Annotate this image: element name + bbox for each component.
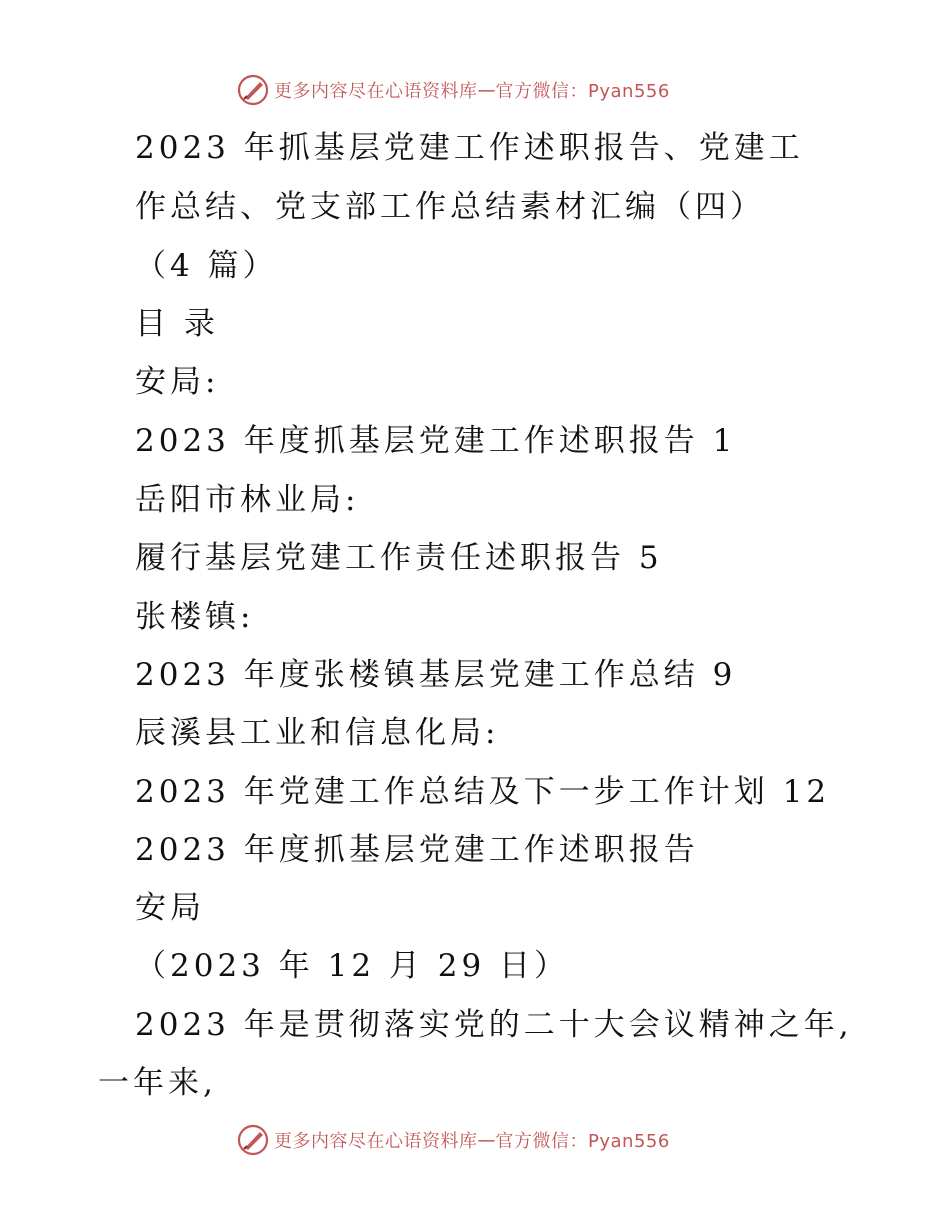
watermark-wechat-text: 官方微信：Pyan556: [495, 1131, 670, 1152]
toc-entry-1: 2023 年度抓基层党建工作述职报告 1: [135, 423, 737, 459]
document-title-count: （4 篇）: [135, 248, 278, 284]
toc-org-1: 安局:: [135, 364, 220, 400]
toc-heading: 目 录: [135, 306, 219, 342]
toc-entry-3: 2023 年度张楼镇基层党建工作总结 9: [135, 657, 737, 693]
watermark-separator: —: [477, 79, 496, 101]
document-title-line-1: 2023 年抓基层党建工作述职报告、党建工: [135, 130, 804, 166]
toc-org-4: 辰溪县工业和信息化局:: [135, 715, 500, 751]
toc-entry-4: 2023 年党建工作总结及下一步工作计划 12: [135, 774, 831, 810]
body-paragraph-line-2: 一年来,: [98, 1065, 217, 1101]
document-title-line-2: 作总结、党支部工作总结素材汇编（四）: [135, 189, 765, 225]
watermark-separator: —: [477, 1129, 496, 1151]
section-title: 2023 年度抓基层党建工作述职报告: [135, 832, 699, 868]
quill-pen-circle-icon: [236, 1123, 270, 1157]
watermark-wechat-text: 官方微信：Pyan556: [495, 81, 670, 102]
watermark-banner-bottom: [236, 1123, 670, 1157]
toc-org-2: 岳阳市林业局:: [135, 482, 360, 518]
watermark-banner-top: [236, 73, 670, 107]
quill-pen-circle-icon: [236, 73, 270, 107]
toc-entry-2: 履行基层党建工作责任述职报告 5: [135, 540, 663, 576]
section-author: 安局: [135, 890, 205, 926]
toc-org-3: 张楼镇:: [135, 599, 255, 635]
body-paragraph-line-1: 2023 年是贯彻落实党的二十大会议精神之年,: [135, 1007, 853, 1043]
watermark-site-text: 更多内容尽在心语资料库: [274, 1131, 478, 1152]
watermark-site-text: 更多内容尽在心语资料库: [274, 81, 478, 102]
section-date: （2023 年 12 月 29 日）: [135, 948, 570, 984]
